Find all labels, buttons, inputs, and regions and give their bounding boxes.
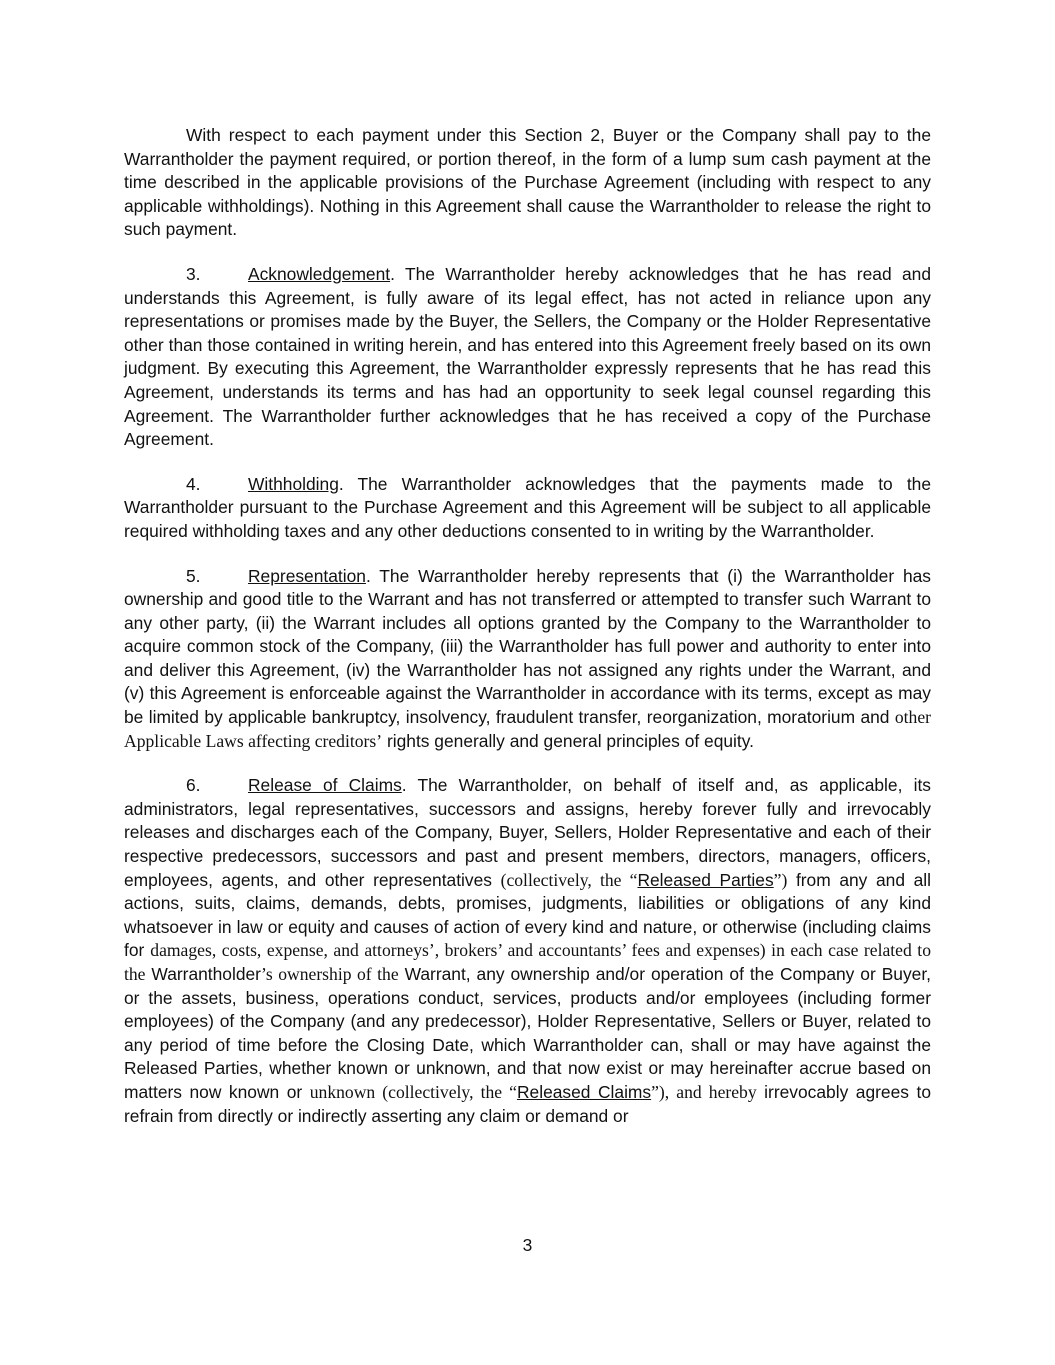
section-number: 3.	[186, 263, 201, 284]
paragraph-text: from any and all actions, suits, claims, demands, debts, promises, judgments, liabilities or obligations of any kind whatsoever in law or equity and causes of action of every kind and nature, or otherwise (including claims for	[124, 869, 932, 961]
document-page	[124, 124, 931, 1149]
paragraph-text-serif: ’s ownership of the	[260, 964, 399, 984]
section-heading: Acknowledgement	[248, 263, 391, 284]
paragraph-text-serif: ”)	[773, 869, 788, 890]
paragraph-text-serif: damages, costs, expense, and attorneys’, brokers’ and accountants’ fees and expenses) in each case related to the	[124, 940, 931, 984]
page-number: 3	[522, 1235, 533, 1255]
paragraph-text-serif: (collectively, the “	[500, 869, 638, 890]
defined-term-released-claims: Released Claims	[516, 1081, 652, 1102]
paragraph-text: irrevocably agrees to refrain from directly or indirectly asserting any claim or demand or	[124, 1081, 931, 1126]
paragraph-text: . The Warrantholder, on behalf of itself and, as applicable, its administrators, legal representatives, successors and assigns, hereby forever fully and irrevocably releases and discharges each of the Company, Buyer, Sellers, Holder Representative and each of their respective predecessors, successors and past and present members, directors, managers, officers, employees, agents, and other representatives	[124, 775, 931, 890]
section-number: 5.	[186, 565, 201, 586]
section-number: 6.	[186, 775, 201, 796]
section-number: 4.	[186, 473, 201, 494]
section-heading: Release of Claims	[248, 775, 402, 796]
paragraph-section-3-acknowledgement	[124, 263, 931, 452]
paragraph-text: With respect to each payment under this Section 2, Buyer or the Company shall pay to the Warrantholder the payment required, or portion thereof, in the form of a lump sum cash payment at the time described in the applicable provisions of the Purchase Agreement (including with respect to any applicable withholdings). Nothing in this Agreement shall cause the Warrantholder to release the right to such payment.	[124, 125, 931, 240]
paragraph-text: . The Warrantholder hereby represents that (i) the Warrantholder has ownership and good title to the Warrant and has not transferred or attempted to transfer such Warrant to any other party, (ii) the Warrant includes all options granted by the Company to the Warrantholder to acquire common stock of the Company, (iii) the Warrantholder has full power and authority to enter into and deliver this Agreement, (iv) the Warrantholder has not assigned any rights under the Warrant, and (v) this Agreement is enforceable against the Warrantholder in accordance with its terms, except as may be limited by applicable bankruptcy, insolvency, fraudulent transfer, reorganization, moratorium and	[124, 565, 931, 728]
paragraph-text-serif: unknown (collectively, the “	[309, 1081, 517, 1102]
section-heading: Withholding	[248, 473, 339, 494]
paragraph-text: . The Warrantholder acknowledges that the payments made to the Warrantholder pursuant to the Purchase Agreement and this Agreement will be subject to all applicable required withholding taxes and any other deductions consented to in writing by the Warrantholder.	[124, 473, 931, 541]
paragraph-text: Warrantholder	[145, 964, 261, 984]
paragraph-text: . The Warrantholder hereby acknowledges that he has read and understands this Agreement, is fully aware of its legal effect, has not acted in reliance upon any representations or promises made by the Buyer, the Sellers, the Company or the Holder Representative other than those contained in writing herein, and has entered into this Agreement freely based on its own judgment. By executing this Agreement, the Warrantholder expressly represents that he has read this Agreement, understands its terms and has had an opportunity to seek legal counsel regarding this Agreement. The Warrantholder further acknowledges that he has received a copy of the Purchase Agreement.	[124, 263, 931, 450]
paragraph-section-2-payment	[124, 124, 931, 242]
defined-term-released-parties: Released Parties	[637, 869, 774, 890]
section-heading: Representation	[248, 565, 366, 586]
paragraph-section-6-release-of-claims	[124, 774, 931, 1128]
paragraph-section-5-representation	[124, 565, 931, 754]
paragraph-text-serif: ”), and hereby	[651, 1081, 757, 1102]
paragraph-text-tail: rights generally and general principles of equity.	[382, 730, 754, 751]
paragraph-section-4-withholding	[124, 473, 931, 544]
paragraph-text-serif: other Applicable Laws affecting creditors’	[124, 707, 931, 751]
paragraph-text: Warrant, any ownership and/or operation of the Company or Buyer, or the assets, business, operations conduct, services, products and/or employees (including former employees) of the Company (and any predecessor), Holder Representative, Sellers or Buyer, related to any period of time before the Closing Date, which Warrantholder can, shall or may have against the Released Parties, whether known or unknown, and that now exist or may hereinafter accrue based on matters now known or	[124, 964, 931, 1102]
